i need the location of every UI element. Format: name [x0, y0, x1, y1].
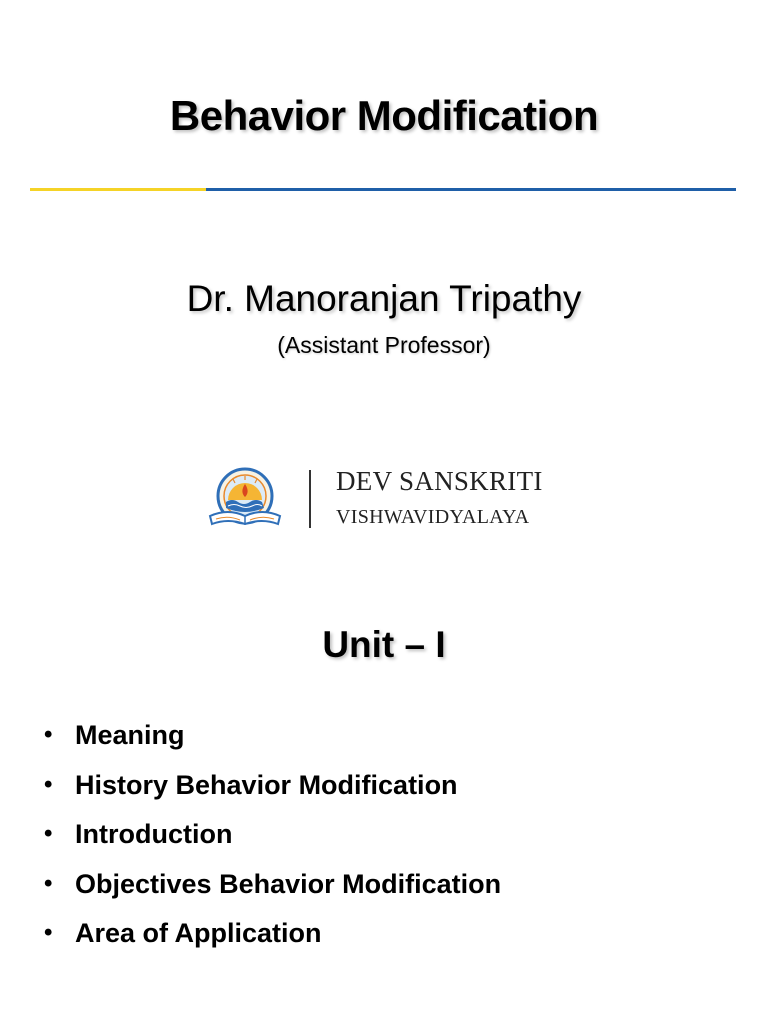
bullet-icon: •	[44, 919, 53, 946]
bullet-icon: •	[44, 770, 53, 798]
list-item	[44, 714, 501, 764]
list-item	[44, 813, 501, 863]
bullet-icon: •	[44, 820, 53, 847]
list-item	[44, 863, 501, 913]
list-item	[44, 912, 501, 962]
topic-label: Area of Application	[75, 918, 322, 948]
bullet-icon: •	[44, 869, 53, 897]
university-emblem-icon	[204, 466, 286, 532]
slide-title: Behavior Modification	[169, 92, 599, 139]
topic-list	[44, 714, 501, 962]
unit-heading: Unit – I	[322, 624, 446, 665]
author-name: Dr. Manoranjan Tripathy	[186, 278, 582, 319]
logo-text-primary: DEV SANSKRITI	[336, 466, 543, 496]
topic-label: Objectives Behavior Modification	[75, 868, 502, 899]
title-rule-accent	[30, 188, 206, 191]
topic-label: Introduction	[75, 819, 233, 849]
logo-text-secondary: VISHWAVIDYALAYA	[336, 506, 530, 528]
bullet-icon: •	[44, 721, 53, 748]
title-rule	[206, 188, 736, 191]
logo-divider	[309, 470, 311, 528]
topic-label: History Behavior Modification	[75, 769, 458, 800]
topic-label: Meaning	[75, 720, 185, 750]
list-item	[44, 764, 501, 814]
author-role: (Assistant Professor)	[277, 332, 491, 358]
